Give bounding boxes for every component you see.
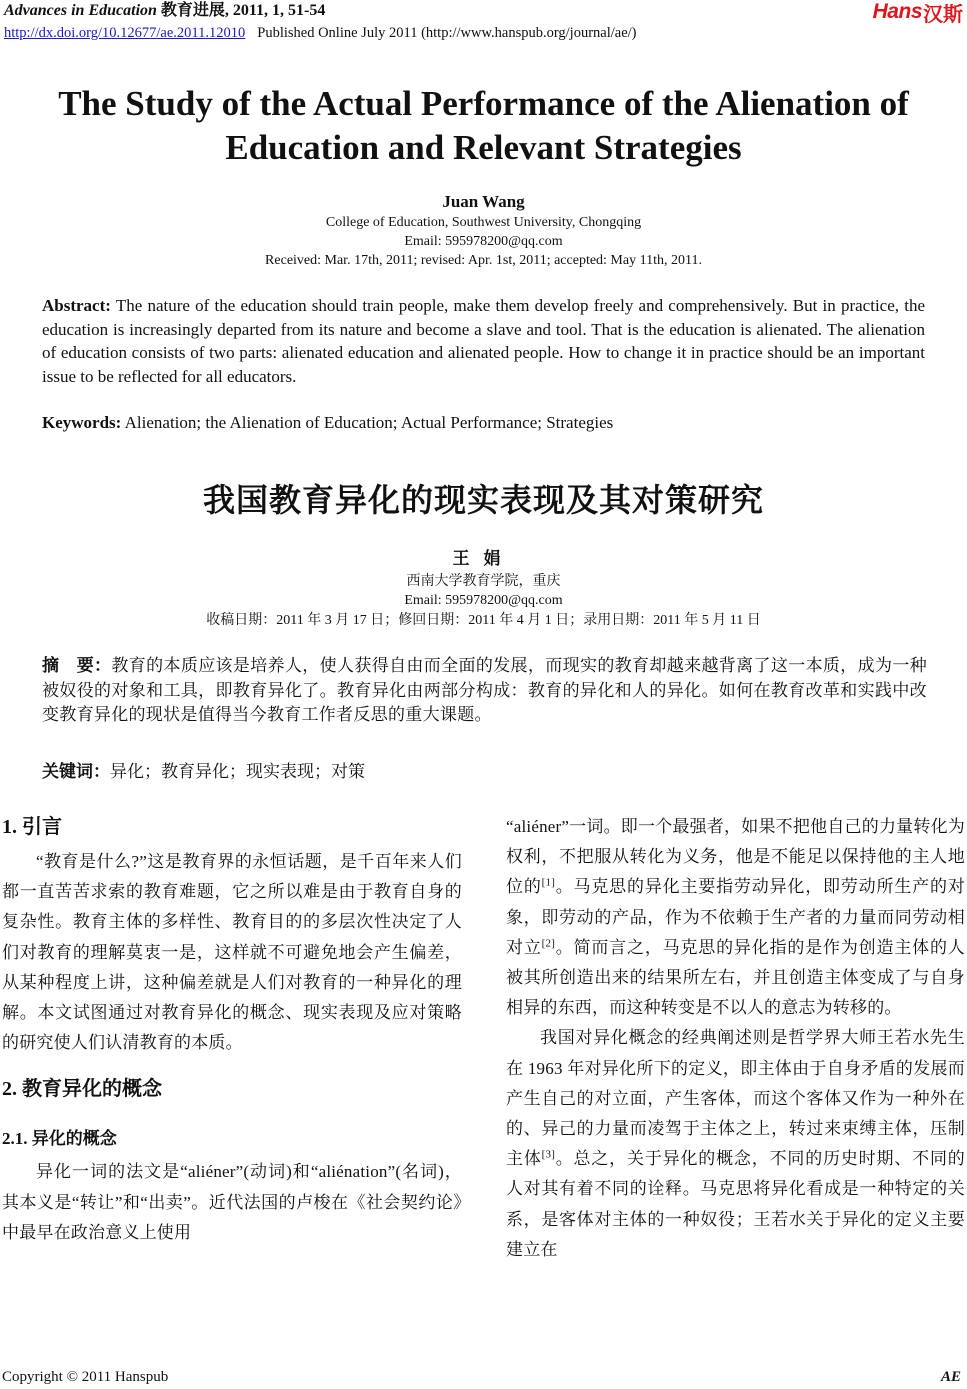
- affiliation-en: College of Education, Southwest University, Chongqing: [325, 215, 642, 230]
- abstract-text-en: The nature of the education should train people, make them develop freely and comprehensively. But in practice, the education is increasingly departed from its nature and become a slave and tool. That is the education is alienated. The alienation of education consists of two parts: alienated education and alienated people. How to change it in practice should be an important issue to be reflected for all educators.: [42, 296, 925, 386]
- citation-3[interactable]: [3]: [541, 1148, 556, 1161]
- right-column: [506, 812, 965, 1265]
- keywords-text-cn: 异化；教育异化；现实表现；对策: [110, 762, 365, 781]
- email-cn: Email: 595978200@qq.com: [404, 593, 563, 608]
- section-1-title: 引言: [22, 814, 62, 838]
- left-column: [2, 812, 462, 1248]
- publication-line: [4, 24, 637, 42]
- journal-name: Advances in Education: [4, 2, 157, 19]
- section-2-1-title: 异化的概念: [31, 1129, 117, 1150]
- dates-en: Received: Mar. 17th, 2011; revised: Apr. 1st, 2011; accepted: May 11th, 2011.: [265, 253, 702, 268]
- logo-hans-text: Hans: [872, 0, 922, 23]
- hans-logo: [873, 0, 963, 24]
- right-paragraph-2-text-b: 。总之，关于异化的概念，不同的历史时期、不同的人对其有着不同的诠释。马克思将异化看成是一种特定的关系，是客体对主体的一种奴役；王若水关于异化的定义主要建立在: [506, 1149, 965, 1259]
- section-2-1-heading: [2, 1127, 462, 1151]
- right-paragraph-2: [506, 1023, 965, 1265]
- affiliation-cn: 西南大学教育学院，重庆: [406, 574, 561, 589]
- published-online: Published Online July 2011 (http://www.hanspub.org/journal/ae/): [257, 25, 637, 41]
- section-2-1-number: 2.1.: [2, 1129, 28, 1149]
- right-paragraph-1-text-a: “aliéner”一词。即一个最强者，如果不把他自己的力量转化为权利，不把服从转化为义务，他是不能足以保持他的主人地位的: [506, 817, 965, 897]
- chinese-title: 我国教育异化的现实表现及其对策研究: [202, 481, 764, 519]
- author-name-cn: 王娟: [452, 549, 515, 568]
- footer-copyright: Copyright © 2011 Hanspub: [2, 1369, 169, 1385]
- right-paragraph-2-text-a: 我国对异化概念的经典阐述则是哲学界大师王若水先生在 1963 年对异化所下的定义，即主体由于自身矛盾的发展而产生自己的对立面，产生客体，而这个客体又作为一种外在的、异己的力量而凌驾于主体之上，转过来束缚主体，压制主体: [506, 1028, 965, 1169]
- right-paragraph-1: [506, 812, 965, 1023]
- doi-link[interactable]: http://dx.doi.org/10.12677/ae.2011.12010: [4, 25, 246, 41]
- english-title: [0, 82, 967, 170]
- abstract-label-en: Abstract:: [42, 296, 111, 315]
- keywords-label-en: Keywords:: [42, 413, 122, 432]
- section-1-paragraph: “教育是什么?”这是教育界的永恒话题，是千百年来人们都一直苦苦求索的教育难题，它之所以难是由于教育自身的复杂性。教育主体的多样性、教育目的的多层次性决定了人们对教育的理解莫衷一是，这样就不可避免地会产生偏差，从某种程度上讲，这种偏差就是人们对教育的一种异化的理解。本文试图通过对教育异化的概念、现实表现及应对策略的研究使人们认清教育的本质。: [2, 852, 462, 1053]
- abstract-en: [42, 294, 925, 388]
- keywords-en: [42, 411, 613, 434]
- keywords-label-cn: 关键词：: [42, 762, 110, 782]
- citation-2[interactable]: [2]: [541, 937, 556, 950]
- keywords-cn: [42, 760, 365, 784]
- section-1-heading: [2, 812, 462, 841]
- abstract-text-cn: 教育的本质应该是培养人，使人获得自由而全面的发展，而现实的教育却越来越背离了这一本质，成为一种被奴役的对象和工具，即教育异化了。教育异化由两部分构成：教育的异化和人的异化。如何在教育改革和实践中改变教育异化的现状是值得当今教育工作者反思的重大课题。: [42, 656, 927, 724]
- footer-journal-abbr: AE: [940, 1369, 961, 1385]
- journal-citation: 教育进展, 2011, 1, 51-54: [160, 2, 326, 19]
- journal-header: [4, 1, 325, 21]
- section-1-number: 1.: [2, 816, 17, 838]
- section-2-heading: [2, 1074, 462, 1103]
- dates-cn: 收稿日期：2011 年 3 月 17 日；修回日期：2011 年 4 月 1 日；录用日期：2011 年 5 月 11 日: [206, 613, 761, 628]
- section-2-title: 教育异化的概念: [22, 1076, 162, 1101]
- abstract-cn: [42, 654, 927, 728]
- abstract-label-cn: 摘 要：: [42, 656, 112, 676]
- keywords-text-en: Alienation; the Alienation of Education; Actual Performance; Strategies: [124, 413, 614, 432]
- right-paragraph-1-text-b: 。马克思的异化主要指劳动异化，即劳动所生产的对象，即劳动的产品，作为不依赖于生产者的力量而同劳动相对立: [506, 877, 965, 957]
- citation-1[interactable]: [1]: [541, 876, 556, 889]
- email-en: Email: 595978200@qq.com: [404, 234, 563, 249]
- section-2-number: 2.: [2, 1078, 17, 1101]
- english-title-line-1: The Study of the Actual Performance of the Alienation of: [58, 84, 909, 123]
- right-paragraph-1-text-c: 。简而言之，马克思的异化指的是作为创造主体的人被其所创造出来的结果所左右，并且创造主体变成了与自身相异的东西，而这种转变是不以人的意志为转移的。: [506, 937, 965, 1018]
- english-title-line-2: Education and Relevant Strategies: [225, 128, 742, 167]
- section-2-1-paragraph: 异化一词的法文是“aliéner”(动词)和“aliénation”(名词)，其本义是“转让”和“出卖”。近代法国的卢梭在《社会契约论》中最早在政治意义上使用: [2, 1162, 462, 1242]
- author-name-en: Juan Wang: [442, 192, 525, 211]
- logo-cn-text: 汉斯: [923, 3, 963, 26]
